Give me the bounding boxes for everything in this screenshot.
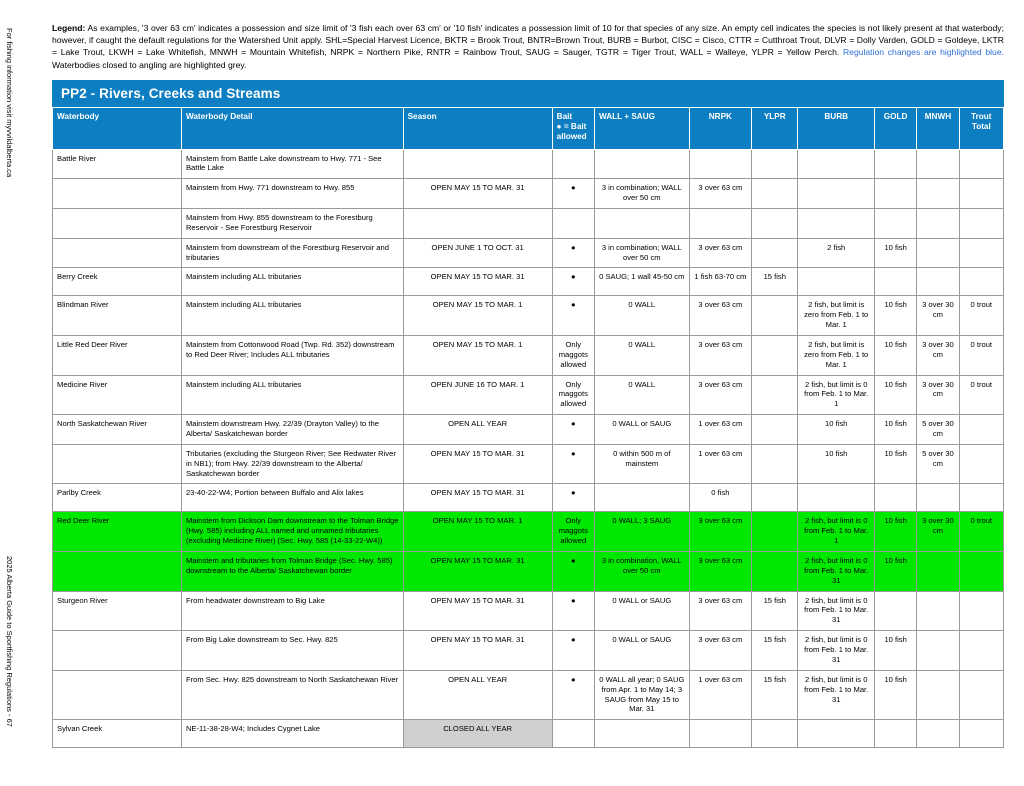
cell-season: OPEN MAY 15 TO MAR. 31 [403,484,552,512]
cell-gold: 10 fish [874,670,916,719]
cell-bait: Only maggots allowed [552,512,594,552]
cell-bait: ● [552,484,594,512]
col-burb: BURB [798,107,875,149]
cell-mnwh [917,720,959,748]
cell-wall-saug: 0 WALL or SAUG [594,591,689,631]
cell-bait: ● [552,179,594,209]
table-row [53,670,1004,719]
cell-burb: 10 fish [798,415,875,445]
cell-gold: 10 fish [874,552,916,592]
cell-trout-total [959,149,1003,179]
cell-burb [798,179,875,209]
table-row [53,552,1004,592]
cell-trout-total [959,444,1003,484]
content [52,22,1004,748]
cell-nrpk [689,720,751,748]
cell-season: OPEN MAY 15 TO MAR. 31 [403,268,552,296]
cell-bait: ● [552,670,594,719]
cell-trout-total [959,484,1003,512]
col-waterbody: Waterbody [53,107,182,149]
cell-burb: 2 fish, but limit is 0 from Feb. 1 to Mar. 31 [798,670,875,719]
cell-season: OPEN MAY 15 TO MAR. 31 [403,591,552,631]
cell-mnwh [917,149,959,179]
cell-burb: 2 fish [798,238,875,268]
cell-wall-saug: 0 WALL or SAUG [594,631,689,671]
table-row [53,149,1004,179]
cell-nrpk: 3 over 63 cm [689,336,751,376]
cell-bait: ● [552,268,594,296]
cell-burb: 2 fish, but limit is 0 from Feb. 1 to Mar. 31 [798,631,875,671]
cell-waterbody: Sylvan Creek [53,720,182,748]
cell-waterbody-detail: Mainstem from Cottonwood Road (Twp. Rd. 352) downstream to Red Deer River; Includes ALL tributaries [181,336,403,376]
cell-burb: 10 fish [798,444,875,484]
cell-waterbody [53,179,182,209]
cell-waterbody [53,209,182,239]
cell-ylpr [752,238,798,268]
col-ylpr: YLPR [752,107,798,149]
cell-bait: ● [552,415,594,445]
cell-wall-saug [594,484,689,512]
cell-mnwh [917,268,959,296]
cell-trout-total [959,415,1003,445]
cell-bait: Only maggots allowed [552,375,594,415]
cell-trout-total [959,631,1003,671]
col-trout-total: Trout Total [959,107,1003,149]
cell-nrpk: 3 over 63 cm [689,631,751,671]
table-row [53,444,1004,484]
table-row [53,631,1004,671]
cell-wall-saug [594,209,689,239]
cell-ylpr [752,336,798,376]
cell-wall-saug: 3 in combination, WALL over 50 cm [594,552,689,592]
cell-nrpk: 3 over 63 cm [689,552,751,592]
col-bait-line1: Bait [556,111,573,121]
cell-mnwh: 3 over 30 cm [917,375,959,415]
cell-trout-total: 0 trout [959,336,1003,376]
cell-nrpk: 1 over 63 cm [689,415,751,445]
cell-ylpr [752,179,798,209]
cell-burb: 2 fish, but limit is 0 from Feb. 1 to Mar. 31 [798,591,875,631]
cell-wall-saug: 3 in combination; WALL over 50 cm [594,179,689,209]
cell-gold: 10 fish [874,415,916,445]
legend [52,22,1004,71]
cell-waterbody: Berry Creek [53,268,182,296]
table-row [53,720,1004,748]
cell-bait: ● [552,631,594,671]
cell-waterbody-detail: From Sec. Hwy. 825 downstream to North Saskatchewan River [181,670,403,719]
col-mnwh: MNWH [917,107,959,149]
cell-ylpr [752,552,798,592]
cell-waterbody: Sturgeon River [53,591,182,631]
cell-wall-saug: 0 SAUG; 1 wall 45-50 cm [594,268,689,296]
cell-waterbody [53,552,182,592]
cell-ylpr: 15 fish [752,670,798,719]
cell-ylpr: 15 fish [752,268,798,296]
cell-mnwh: 3 over 30 cm [917,296,959,336]
cell-season: OPEN MAY 15 TO MAR. 1 [403,512,552,552]
cell-waterbody-detail: Mainstem including ALL tributaries [181,375,403,415]
cell-nrpk: 1 fish 63-70 cm [689,268,751,296]
legend-text-part1: As examples, '3 over 63 cm' indicates a possession and size limit of '3 fish each over 63 cm' or '10 fish' indicates a possession limit of 10 for that species of any size. An empty cell indicates the species is not likely present at that waterbody; however, if caught the default regulations for the Watershed Unit apply. SHL=Special Harvest Licence, BKTR = Brook Trout, BNTR=Brown Trout, BURB = Burbot, CISC = Cisco, CTTR = Cutthroat Trout, DLVR = Dolly Varden, GOLD = Goldeye, LKTR = Lake Trout, LKWH = Lake Whitefish, MNWH = Mountain Whitefish, NRPK = Northern Pike, RNTR = Rainbow Trout, SAUG = Sauger, TGTR = Tiger Trout, WALL = Walleye, YLPR = Yellow Perch. [52,23,1004,58]
cell-gold: 10 fish [874,631,916,671]
col-waterbody-detail: Waterbody Detail [181,107,403,149]
col-bait-line3: allowed [556,132,587,142]
cell-waterbody-detail: Mainstem from Hwy. 855 downstream to the Forestburg Reservoir - See Forestburg Reservoir [181,209,403,239]
table-row [53,336,1004,376]
cell-ylpr [752,209,798,239]
cell-ylpr [752,444,798,484]
cell-burb: 2 fish, but limit is 0 from Feb. 1 to Mar. 31 [798,552,875,592]
cell-season: OPEN MAY 15 TO MAR. 31 [403,631,552,671]
cell-bait: ● [552,238,594,268]
cell-gold [874,720,916,748]
col-nrpk: NRPK [689,107,751,149]
cell-waterbody-detail: Mainstem downstream Hwy. 22/39 (Drayton Valley) to the Alberta/ Saskatchewan border [181,415,403,445]
cell-mnwh: 3 over 30 cm [917,512,959,552]
cell-burb: 2 fish, but limit is zero from Feb. 1 to Mar. 1 [798,296,875,336]
cell-season: OPEN MAY 15 TO MAR. 1 [403,336,552,376]
cell-nrpk: 1 over 63 cm [689,670,751,719]
table-row [53,209,1004,239]
table-body [53,149,1004,748]
cell-trout-total: 0 trout [959,512,1003,552]
cell-gold: 10 fish [874,444,916,484]
cell-mnwh: 3 over 30 cm [917,336,959,376]
cell-waterbody [53,238,182,268]
cell-gold [874,591,916,631]
col-bait [552,107,594,149]
legend-text-part2: Waterbodies closed to angling are highlighted grey. [52,59,247,70]
cell-bait: ● [552,591,594,631]
table-row [53,375,1004,415]
col-season: Season [403,107,552,149]
cell-wall-saug: 0 WALL [594,375,689,415]
cell-season: OPEN MAY 15 TO MAR. 1 [403,296,552,336]
cell-season: OPEN JUNE 1 TO OCT. 31 [403,238,552,268]
cell-waterbody-detail: NE-11-38-28-W4; Includes Cygnet Lake [181,720,403,748]
cell-mnwh [917,631,959,671]
cell-season [403,209,552,239]
table-row [53,591,1004,631]
cell-nrpk: 3 over 63 cm [689,591,751,631]
cell-waterbody: Red Deer River [53,512,182,552]
cell-wall-saug: 0 WALL or SAUG [594,415,689,445]
cell-ylpr: 15 fish [752,631,798,671]
table-header-row [53,107,1004,149]
cell-burb: 2 fish, but limit is zero from Feb. 1 to Mar. 1 [798,336,875,376]
cell-trout-total [959,670,1003,719]
cell-mnwh [917,179,959,209]
cell-ylpr [752,720,798,748]
cell-waterbody-detail: Mainstem from downstream of the Forestburg Reservoir and tributaries [181,238,403,268]
cell-nrpk: 3 over 63 cm [689,296,751,336]
col-wall-saug: WALL + SAUG [594,107,689,149]
cell-wall-saug: 0 WALL [594,336,689,376]
table-row [53,268,1004,296]
cell-gold [874,209,916,239]
cell-waterbody [53,670,182,719]
cell-burb: 2 fish, but limit is 0 from Feb. 1 to Mar. 1 [798,375,875,415]
cell-ylpr [752,296,798,336]
cell-ylpr [752,375,798,415]
cell-mnwh [917,591,959,631]
cell-wall-saug [594,720,689,748]
cell-trout-total [959,720,1003,748]
cell-ylpr [752,512,798,552]
cell-burb [798,149,875,179]
cell-waterbody: Battle River [53,149,182,179]
cell-burb: 2 fish, but limit is 0 from Feb. 1 to Mar. 1 [798,512,875,552]
cell-waterbody-detail: Tributaries (excluding the Sturgeon River; See Redwater River in NB1); from Hwy. 22/39 downstream to the Alberta/ Saskatchewan border [181,444,403,484]
col-bait-line2: ● = Bait [556,122,587,132]
cell-waterbody-detail: Mainstem including ALL tributaries [181,268,403,296]
cell-waterbody-detail: Mainstem from Hwy. 771 downstream to Hwy. 855 [181,179,403,209]
cell-bait [552,209,594,239]
cell-trout-total [959,591,1003,631]
legend-text-blue: Regulation changes are highlighted blue. [842,47,1004,58]
cell-wall-saug: 3 in combination; WALL over 50 cm [594,238,689,268]
cell-season: OPEN JUNE 16 TO MAR. 1 [403,375,552,415]
cell-waterbody: North Saskatchewan River [53,415,182,445]
cell-mnwh [917,484,959,512]
cell-season: OPEN ALL YEAR [403,415,552,445]
table-row [53,484,1004,512]
margin-note-bottom: 2025 Alberta Guide to Sportfishing Regulations - 67 [5,556,14,727]
cell-season: OPEN MAY 15 TO MAR. 31 [403,444,552,484]
cell-gold [874,179,916,209]
cell-mnwh: 5 over 30 cm [917,444,959,484]
cell-trout-total: 0 trout [959,375,1003,415]
cell-waterbody [53,631,182,671]
cell-waterbody-detail: Mainstem and tributaries from Tolman Bridge (Sec. Hwy. 585) downstream to the Alberta/ Saskatchewan border [181,552,403,592]
cell-bait: ● [552,552,594,592]
cell-nrpk: 0 fish [689,484,751,512]
legend-label: Legend: [52,23,86,33]
cell-bait: ● [552,296,594,336]
cell-ylpr: 15 fish [752,591,798,631]
cell-mnwh [917,670,959,719]
cell-mnwh [917,238,959,268]
cell-nrpk [689,209,751,239]
cell-trout-total [959,268,1003,296]
cell-nrpk: 3 over 63 cm [689,238,751,268]
cell-bait [552,720,594,748]
table-row [53,512,1004,552]
cell-nrpk: 3 over 63 cm [689,179,751,209]
col-gold: GOLD [874,107,916,149]
cell-burb [798,209,875,239]
table-row [53,179,1004,209]
cell-waterbody-detail: From headwater downstream to Big Lake [181,591,403,631]
cell-burb [798,720,875,748]
cell-nrpk: 3 over 63 cm [689,375,751,415]
cell-gold: 10 fish [874,336,916,376]
cell-waterbody: Medicine River [53,375,182,415]
cell-wall-saug: 0 WALL; 3 SAUG [594,512,689,552]
cell-trout-total [959,179,1003,209]
margin-note-top: For fishing information visit myvvildalberta.ca [5,28,14,178]
cell-wall-saug: 0 WALL [594,296,689,336]
cell-waterbody-detail: Mainstem from Battle Lake downstream to Hwy. 771 - See Battle Lake [181,149,403,179]
table-row [53,296,1004,336]
cell-waterbody: Parlby Creek [53,484,182,512]
cell-season: OPEN MAY 15 TO MAR. 31 [403,552,552,592]
cell-trout-total: 0 trout [959,296,1003,336]
table-title: PP2 - Rivers, Creeks and Streams [52,80,1004,107]
regulations-table [52,107,1004,748]
cell-bait: Only maggots allowed [552,336,594,376]
cell-waterbody-detail: From Big Lake downstream to Sec. Hwy. 825 [181,631,403,671]
cell-season: CLOSED ALL YEAR [403,720,552,748]
cell-wall-saug: 0 within 500 m of mainstem [594,444,689,484]
cell-nrpk [689,149,751,179]
cell-burb [798,484,875,512]
cell-waterbody [53,444,182,484]
cell-season: OPEN ALL YEAR [403,670,552,719]
cell-gold: 10 fish [874,375,916,415]
cell-waterbody: Little Red Deer River [53,336,182,376]
cell-gold: 10 fish [874,238,916,268]
cell-wall-saug: 0 WALL all year; 0 SAUG from Apr. 1 to May 14; 3 SAUG from May 15 to Mar. 31 [594,670,689,719]
cell-mnwh [917,552,959,592]
cell-waterbody: Blindman River [53,296,182,336]
table-row [53,238,1004,268]
cell-mnwh [917,209,959,239]
cell-waterbody-detail: Mainstem including ALL tributaries [181,296,403,336]
cell-gold: 10 fish [874,512,916,552]
table-row [53,415,1004,445]
cell-season: OPEN MAY 15 TO MAR. 31 [403,179,552,209]
cell-waterbody-detail: 23-40-22-W4; Portion between Buffalo and Alix lakes [181,484,403,512]
cell-waterbody-detail: Mainstem from Dickson Dam downstream to the Tolman Bridge (Hwy. 585) including ALL named and unnamed tributaries (excluding Medicine River) (Sec. Hwy. 585 (14-33-22-W4)) [181,512,403,552]
cell-bait [552,149,594,179]
cell-nrpk: 1 over 63 cm [689,444,751,484]
cell-trout-total [959,209,1003,239]
cell-gold [874,149,916,179]
cell-gold [874,268,916,296]
cell-bait: ● [552,444,594,484]
cell-ylpr [752,484,798,512]
cell-season [403,149,552,179]
cell-burb [798,268,875,296]
cell-gold [874,484,916,512]
cell-trout-total [959,552,1003,592]
cell-ylpr [752,415,798,445]
cell-trout-total [959,238,1003,268]
cell-ylpr [752,149,798,179]
cell-mnwh: 5 over 30 cm [917,415,959,445]
cell-wall-saug [594,149,689,179]
cell-gold: 10 fish [874,296,916,336]
cell-nrpk: 3 over 63 cm [689,512,751,552]
